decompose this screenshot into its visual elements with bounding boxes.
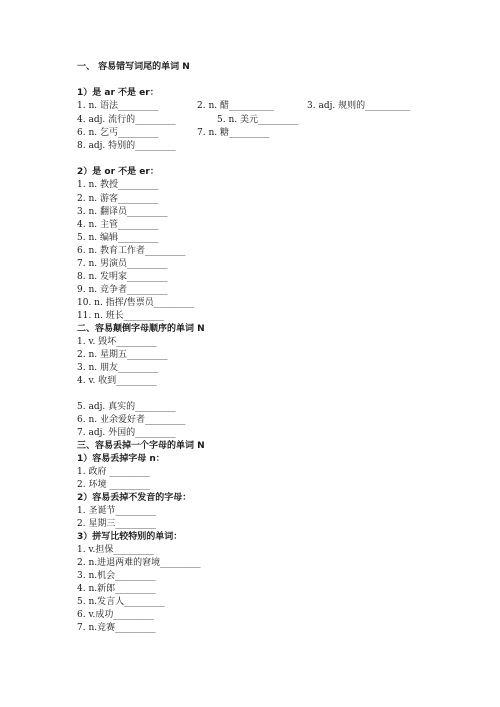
word-item: 2. 环境 _________: [77, 480, 150, 490]
word-item: 2. n. 星期五_________: [77, 350, 168, 360]
word-item: 10. n. 指挥/售票员_________: [77, 298, 195, 308]
word-item: 7. adj. 外国的_________: [77, 428, 176, 438]
word-item: 3. adj. 规则的__________: [307, 101, 411, 111]
section-1-sub-2-title: 2）是 or 不是 er：: [77, 167, 159, 177]
word-item: 11. n. 班长_________: [77, 311, 165, 321]
word-item: 8. adj. 特别的_________: [77, 141, 176, 151]
section-2-title: 二、容易颠倒字母顺序的单词 N: [77, 324, 205, 334]
word-item: 1. v. 毁坏_________: [77, 337, 157, 347]
word-item: 7. n. 男演员_________: [77, 259, 168, 269]
word-item: 4. adj. 流行的_________: [77, 115, 176, 125]
word-item: 3. n. 翻译员_________: [77, 207, 168, 217]
word-item: 2. 星期三_________: [77, 519, 156, 529]
section-3-sub-2-title: 2）容易丢掉不发音的字母：: [77, 493, 192, 503]
word-item: 1. v.担保_________: [77, 545, 154, 555]
word-item: 6. n. 教育工作者_________: [77, 246, 186, 256]
word-item: 8. n. 发明家_________: [77, 272, 168, 282]
word-item: 5. adj. 真实的_________: [77, 402, 176, 412]
word-item: 1. n. 教授_________: [77, 180, 159, 190]
section-3-title: 三、容易丢掉一个字母的单词 N: [77, 441, 205, 451]
word-item: 1. 政府 _________: [77, 467, 150, 477]
word-item: 9. n. 竞争者_________: [77, 285, 168, 295]
word-item: 1. n. 语法_________: [77, 101, 159, 111]
word-item: 7. n. 糖_________: [197, 128, 270, 138]
word-item: 1. 圣诞节_________: [77, 506, 156, 516]
word-item: 3. n.机会_________: [77, 571, 156, 581]
word-item: 4. n. 主管_________: [77, 220, 159, 230]
word-item: 3. n. 朋友_________: [77, 363, 159, 373]
word-item: 5. n.发言人_________: [77, 597, 165, 607]
word-item: 7. n.竞赛_________: [77, 623, 156, 633]
section-1-title: 一、 容易错写词尾的单词 N: [77, 62, 190, 72]
word-item: 2. n. 醋__________: [197, 101, 274, 111]
section-1-sub-1-title: 1）是 ar 不是 er：: [77, 88, 159, 98]
word-item: 4. n.新郎_________: [77, 584, 156, 594]
word-item: 6. n. 业余爱好者_________: [77, 415, 186, 425]
word-item: 2. n.进退两难的窘境_________: [77, 558, 201, 568]
word-item: 2. n. 游客_________: [77, 194, 159, 204]
word-item: 4. v. 收到_________: [77, 376, 157, 386]
word-item: 5. n. 编辑_________: [77, 233, 159, 243]
word-item: 6. n. 乞丐_________: [77, 128, 159, 138]
section-3-sub-1-title: 1）容易丢掉字母 n：: [77, 454, 165, 464]
section-3-sub-3-title: 3）拼写比较特别的单词：: [77, 532, 183, 542]
word-item: 5. n. 美元_________: [217, 115, 299, 125]
word-item: 6. v.成功_________: [77, 610, 154, 620]
